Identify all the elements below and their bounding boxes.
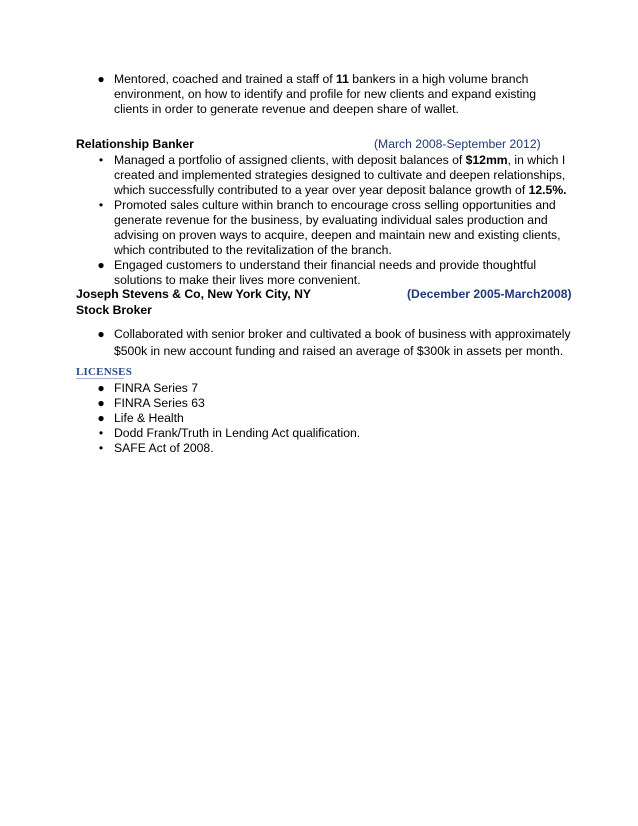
bullet-bold-text: 11: [336, 72, 349, 86]
bullet-text: , in which I created and implemented strategies designed to cultivate and deepen relationships, which successfully contributed to a year over year deposit balance growth of: [114, 153, 566, 197]
license-text: Dodd Frank/Truth in Lending Act qualification.: [114, 426, 361, 440]
list-item: [76, 396, 476, 411]
bullet-icon: ●: [97, 327, 105, 341]
intro-bullet-list: [76, 72, 566, 117]
bullet-text: Mentored, coached and trained a staff of: [114, 72, 337, 86]
job-dates: (March 2008-September 2012): [374, 137, 541, 151]
bullet-icon: ●: [97, 396, 105, 410]
license-text: FINRA Series 7: [114, 381, 198, 395]
licenses-heading: LICENSES: [76, 366, 133, 378]
list-item: [76, 326, 576, 360]
list-item: [76, 258, 576, 288]
license-text: SAFE Act of 2008.: [114, 441, 214, 455]
list-item: [76, 411, 476, 426]
licenses-list: [76, 381, 476, 456]
bullet-text: Engaged customers to understand their financial needs and provide thoughtful solutions to make their lives more convenient.: [114, 258, 537, 287]
relationship-banker-heading: [76, 137, 576, 153]
relationship-banker-bullets: [76, 153, 576, 288]
bullet-icon: •: [98, 153, 104, 167]
bullet-text: Managed a portfolio of assigned clients, with deposit balances of: [114, 153, 466, 167]
bullet-icon: ●: [97, 411, 105, 425]
job-title: Relationship Banker: [76, 137, 194, 151]
list-item: [76, 198, 576, 258]
job-dates: (December 2005-March2008): [407, 287, 572, 301]
bullet-icon: ●: [97, 258, 105, 272]
joseph-stevens-heading: [76, 287, 576, 303]
bullet-icon: •: [98, 426, 104, 440]
bullet-text: bankers in a high volume branch environment, on how to identify and profile for new clients and expand existing clients in order to generate revenue and deepen share of wallet.: [114, 72, 537, 116]
bullet-text: Collaborated with senior broker and cultivated a book of business with approximately $500k in new account funding and raised an average of $300k in assets per month.: [114, 327, 571, 358]
bullet-text: Promoted sales culture within branch to encourage cross selling opportunities and generate revenue for the business, by evaluating individual sales production and advising on proven ways to acquire, deepen and maintain new and existing clients, which contributed to the revitalization of the branch.: [114, 198, 561, 257]
list-item: [76, 441, 476, 456]
list-item: [76, 426, 476, 441]
bullet-icon: •: [98, 441, 104, 455]
bullet-bold-text: 12.5%.: [528, 183, 567, 197]
job-title: Stock Broker: [76, 303, 152, 317]
joseph-stevens-bullets: [76, 326, 576, 360]
license-text: Life & Health: [114, 411, 184, 425]
bullet-icon: ●: [97, 72, 105, 86]
list-item: [76, 381, 476, 396]
bullet-icon: ●: [97, 381, 105, 395]
list-item: [76, 72, 566, 117]
company-name: Joseph Stevens & Co, New York City, NY: [76, 287, 312, 301]
list-item: [76, 153, 576, 198]
license-text: FINRA Series 63: [114, 396, 205, 410]
bullet-bold-text: $12mm: [465, 153, 508, 167]
bullet-icon: •: [98, 198, 104, 212]
